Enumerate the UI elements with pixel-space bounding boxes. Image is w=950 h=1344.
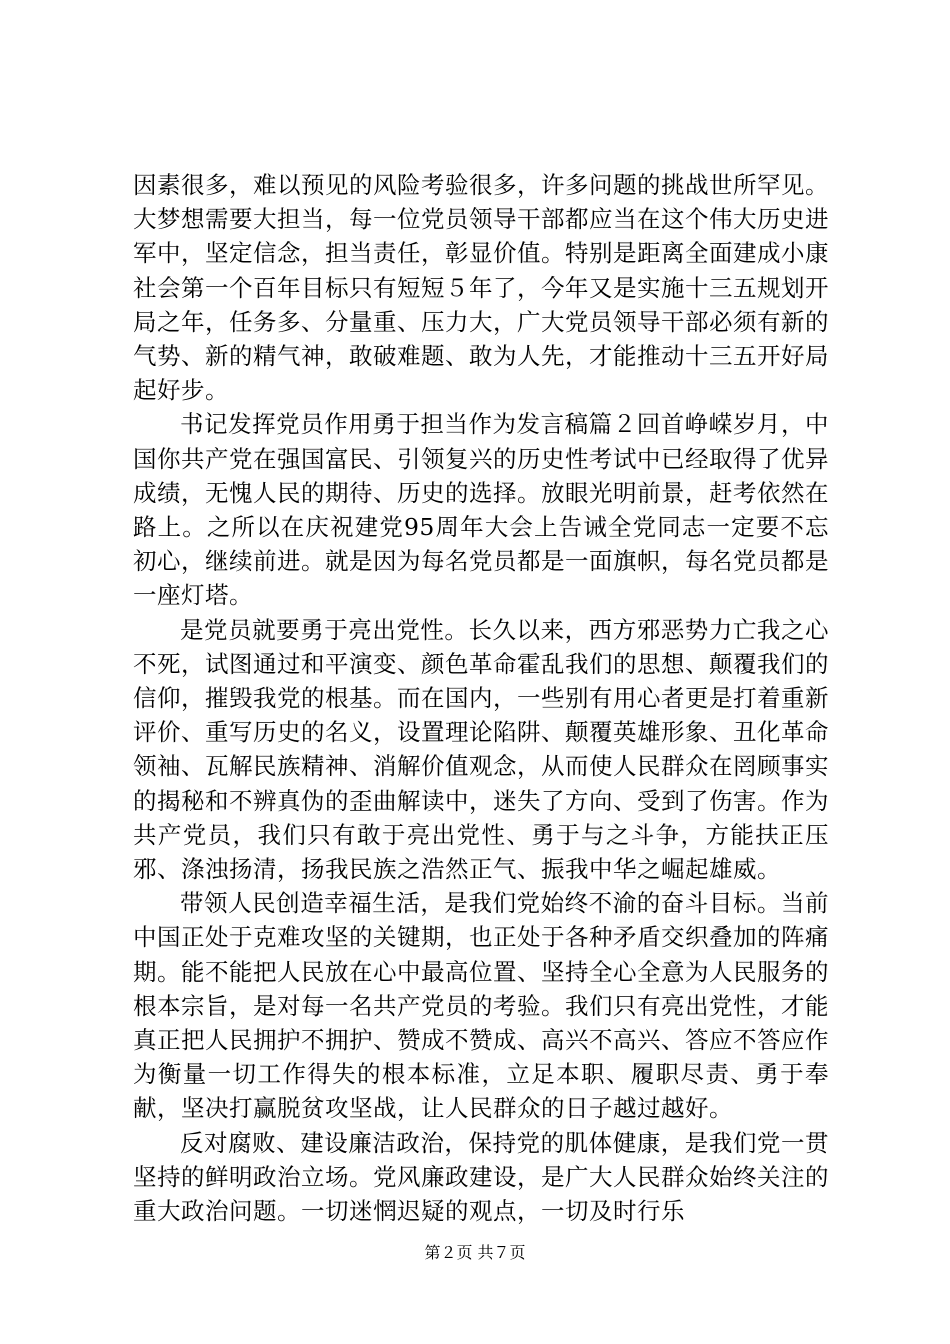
page-number-footer: 第２页 共７页	[424, 1243, 526, 1262]
paragraph-5: 反对腐败、建设廉洁政治，保持党的肌体健康，是我们党一贯坚持的鲜明政治立场。党风廉政建设，是广大人民群众始终关注的重大政治问题。一切迷惘迟疑的观点，一切及时行乐	[133, 1128, 829, 1226]
paragraph-4: 带领人民创造幸福生活，是我们党始终不渝的奋斗目标。当前中国正处于克难攻坚的关键期，也正处于各种矛盾交织叠加的阵痛期。能不能把人民放在心中最高位置、坚持全心全意为人民服务的根本宗旨，是对每一名共产党员的考验。我们只有亮出党性，才能真正把人民拥护不拥护、赞成不赞成、高兴不高兴、答应不答应作为衡量一切工作得失的根本标准，立足本职、履职尽责、勇于奉献，坚决打赢脱贫攻坚战，让人民群众的日子越过越好。	[133, 889, 829, 1123]
paragraph-1: 因素很多，难以预见的风险考验很多，许多问题的挑战世所罕见。大梦想需要大担当，每一位党员领导干部都应当在这个伟大历史进军中，坚定信念，担当责任，彰显价值。特别是距离全面建成小康社会第一个百年目标只有短短５年了，今年又是实施十三五规划开局之年，任务多、分量重、压力大，广大党员领导干部必须有新的气势、新的精气神，敢破难题、敢为人先，才能推动十三五开好局起好步。	[133, 171, 829, 405]
document-body	[133, 168, 829, 1228]
paragraph-2: 书记发挥党员作用勇于担当作为发言稿篇２回首峥嵘岁月，中国你共产党在强国富民、引领复兴的历史性考试中已经取得了优异成绩，无愧人民的期待、历史的选择。放眼光明前景，赶考依然在路上。之所以在庆祝建党95周年大会上告诫全党同志一定要不忘初心，继续前进。就是因为每名党员都是一面旗帜，每名党员都是一座灯塔。	[133, 410, 829, 610]
paragraph-3: 是党员就要勇于亮出党性。长久以来，西方邪恶势力亡我之心不死，试图通过和平演变、颜色革命霍乱我们的思想、颠覆我们的信仰，摧毁我党的根基。而在国内，一些别有用心者更是打着重新评价、重写历史的名义，设置理论陷阱、颠覆英雄形象、丑化革命领袖、瓦解民族精神、消解价值观念，从而使人民群众在罔顾事实的揭秘和不辨真伪的歪曲解读中，迷失了方向、受到了伤害。作为共产党员，我们只有敢于亮出党性、勇于与之斗争，方能扶正压邪、涤浊扬清，扬我民族之浩然正气、振我中华之崛起雄威。	[133, 615, 829, 884]
